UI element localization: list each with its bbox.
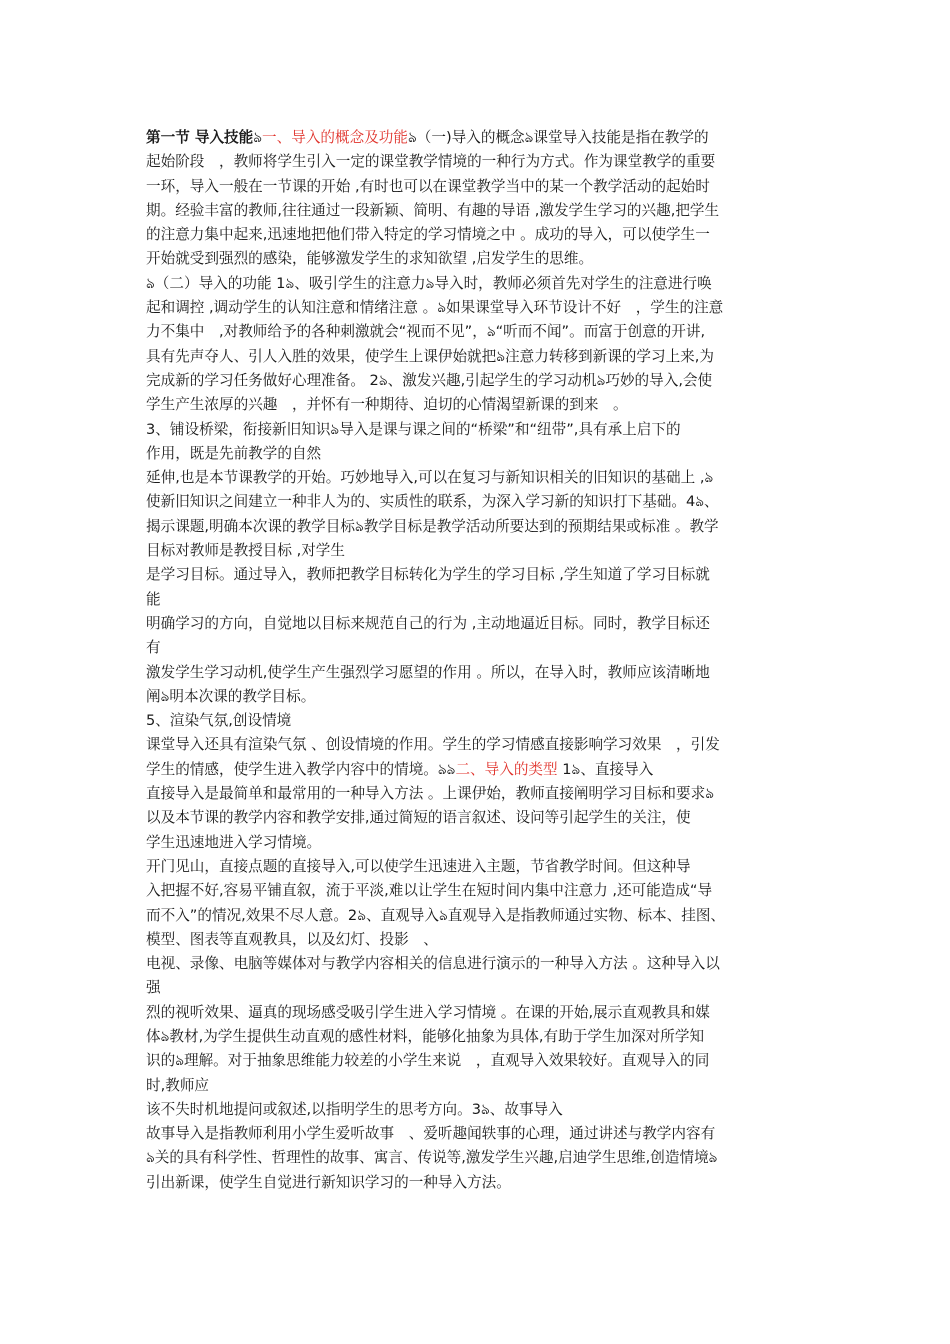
text-run: ঌ关的具有科学性、哲理性的故事、寓言、传说等,激发学生兴趣,启迪学生思维,创造情境ঌ — [146, 1149, 718, 1167]
text-line — [146, 612, 826, 636]
text-line — [146, 539, 826, 563]
text-line — [146, 855, 826, 879]
text-line — [146, 1146, 826, 1170]
text-line — [146, 369, 826, 393]
text-line — [146, 636, 826, 660]
text-line — [146, 928, 826, 952]
text-line — [146, 1074, 826, 1098]
text-run: 时,教师应 — [146, 1076, 210, 1094]
text-run: 入把握不好,容易平铺直叙，流于平淡,难以让学生在短时间内集中注意力 ,还可能造成“导 — [146, 882, 713, 900]
text-run: 具有先声夺人、引人入胜的效果，使学生上课伊始就把ঌ注意力转移到新课的学习上来,为 — [146, 347, 714, 365]
text-run: 引出新课，使学生自觉进行新知识学习的一种导入方法。 — [146, 1173, 511, 1191]
text-line — [146, 563, 826, 587]
text-run: 学生产生浓厚的兴趣 ，并怀有一种期待、迫切的心情渴望新课的到来 。 — [146, 396, 628, 414]
text-run: 完成新的学习任务做好心理准备。 2ঌ、激发兴趣,引起学生的学习动机ঌ巧妙的导入,会使 — [146, 371, 713, 389]
text-line — [146, 879, 826, 903]
text-run: 1ঌ、直接导入 — [557, 760, 654, 778]
text-line — [146, 952, 826, 976]
text-run: 开始就受到强烈的感染，能够激发学生的求知欲望 ,启发学生的思维。 — [146, 250, 594, 268]
text-run: 的注意力集中起来,迅速地把他们带入特定的学习情境之中 。成功的导入，可以使学生一 — [146, 226, 710, 244]
text-run: 模型、图表等直观教具，以及幻灯、投影 、 — [146, 930, 438, 948]
text-line — [146, 782, 826, 806]
text-run: 有 — [146, 639, 161, 657]
text-run: 而不入”的情况,效果不尽人意。2ঌ、直观导入ঌ直观导入是指教师通过实物、标本、挂图、 — [146, 906, 726, 924]
text-run: 识的ঌ理解。对于抽象思维能力较差的小学生来说 ，直观导入效果较好。直观导入的同 — [146, 1052, 710, 1070]
text-line — [146, 806, 826, 830]
text-line — [146, 490, 826, 514]
text-run: 作用，既是先前教学的自然 — [146, 444, 322, 462]
text-run: 起始阶段 ，教师将学生引入一定的课堂教学情境的一种行为方式。作为课堂教学的重要 — [146, 153, 716, 171]
text-run: 课堂导入还具有渲染气氛 、创设情境的作用。学生的学习情感直接影响学习效果 ，引发 — [146, 736, 720, 754]
text-run: 使新旧知识之间建立一种非人为的、实质性的联系，为深入学习新的知识打下基础。4ঌ、 — [146, 493, 719, 511]
text-run: 学生迅速地进入学习情境。 — [146, 833, 322, 851]
text-line — [146, 661, 826, 685]
text-line — [146, 976, 826, 1000]
text-line — [146, 588, 826, 612]
text-line — [146, 442, 826, 466]
text-run: 该不失时机地提问或叙述,以指明学生的思考方向。3ঌ、故事导入 — [146, 1100, 563, 1118]
text-line — [146, 296, 826, 320]
text-line — [146, 904, 826, 928]
text-line — [146, 733, 826, 757]
text-line — [146, 345, 826, 369]
text-line — [146, 515, 826, 539]
text-line — [146, 1122, 826, 1146]
text-run: 学生的情感，使学生进入教学内容中的情境。ঌঌ — [146, 760, 456, 778]
text-run: ঌ — [253, 129, 263, 146]
text-line — [146, 393, 826, 417]
text-run: 烈的视听效果、逼真的现场感受吸引学生进入学习情境 。在课的开始,展示直观教具和媒 — [146, 1003, 710, 1021]
text-line — [146, 831, 826, 855]
text-run: 是学习目标。通过导入，教师把教学目标转化为学生的学习目标 ,学生知道了学习目标就 — [146, 566, 710, 584]
text-run: ঌ（二）导入的功能 1ঌ、吸引学生的注意力ঌ导入时，教师必须首先对学生的注意进行唤 — [146, 274, 712, 292]
text-line — [146, 247, 826, 271]
text-run: 揭示课题,明确本次课的教学目标ঌ教学目标是教学活动所要达到的预期结果或标准 。教学 — [146, 517, 719, 535]
section-title: 第一节 导入技能 — [146, 129, 254, 146]
text-line — [146, 418, 826, 442]
text-line — [146, 758, 826, 782]
text-run: 期。经验丰富的教师,往往通过一段新颖、简明、有趣的导语 ,激发学生学习的兴趣,把学生 — [146, 201, 720, 219]
text-run: 直接导入是最简单和最常用的一种导入方法 。上课伊始，教师直接阐明学习目标和要求ঌ — [146, 785, 714, 803]
text-run: 5、渲染气氛,创设情境 — [146, 712, 292, 730]
text-run: 目标对教师是教授目标 ,对学生 — [146, 542, 345, 560]
text-run: 明确学习的方向，自觉地以目标来规范自己的行为 ,主动地逼近目标。同时，教学目标还 — [146, 614, 710, 632]
text-run: 以及本节课的教学内容和教学安排,通过简短的语言叙述、设问等引起学生的关注，使 — [146, 809, 691, 827]
text-run: 故事导入是指教师利用小学生爱听故事 、爱听趣闻轶事的心理，通过讲述与教学内容有 — [146, 1125, 716, 1143]
text-line — [146, 1098, 826, 1122]
text-run: 延伸,也是本节课教学的开始。巧妙地导入,可以在复习与新知识相关的旧知识的基础上 ,ঌ — [146, 469, 714, 487]
text-run: 力不集中 ,对教师给予的各种刺激就会“视而不见”，ঌ“听而不闻”。而富于创意的开讲, — [146, 323, 706, 341]
text-line — [146, 175, 826, 199]
text-line — [146, 150, 826, 174]
text-line — [146, 1025, 826, 1049]
text-run: 强 — [146, 979, 161, 997]
text-run: 体ঌ教材,为学生提供生动直观的感性材料，能够化抽象为具体,有助于学生加深对所学知 — [146, 1027, 705, 1045]
text-run: 开门见山，直接点题的直接导入,可以使学生迅速进入主题，节省教学时间。但这种导 — [146, 857, 691, 875]
text-run: 电视、录像、电脑等媒体对与教学内容相关的信息进行演示的一种导入方法 。这种导入以 — [146, 955, 720, 973]
heading-highlight: 一、导入的概念及功能 — [262, 129, 408, 146]
text-line — [146, 223, 826, 247]
text-run: 激发学生学习动机,使学生产生强烈学习愿望的作用 。所以，在导入时，教师应该清晰地 — [146, 663, 710, 681]
heading-highlight: 二、导入的类型 — [455, 760, 558, 778]
text-line — [146, 199, 826, 223]
text-run: 阐ঌ明本次课的教学目标。 — [146, 687, 316, 705]
document-body — [146, 126, 826, 1195]
text-run: 3、铺设桥梁，衔接新旧知识ঌ导入是课与课之间的“桥梁”和“纽带”,具有承上启下的 — [146, 420, 681, 438]
text-line — [146, 685, 826, 709]
text-run: ঌ（一)导入的概念ঌ课堂导入技能是指在教学的 — [408, 129, 709, 146]
text-run: 能 — [146, 590, 161, 608]
text-line — [146, 466, 826, 490]
text-line — [146, 126, 826, 150]
text-line — [146, 1171, 826, 1195]
text-line — [146, 320, 826, 344]
text-line — [146, 1049, 826, 1073]
text-run: 起和调控 ,调动学生的认知注意和情绪注意 。ঌ如果课堂导入环节设计不好 ，学生的注意 — [146, 299, 724, 317]
text-line — [146, 709, 826, 733]
text-line — [146, 272, 826, 296]
text-line — [146, 1001, 826, 1025]
text-run: 一环，导入一般在一节课的开始 ,有时也可以在课堂教学当中的某一个教学活动的起始时 — [146, 177, 710, 195]
